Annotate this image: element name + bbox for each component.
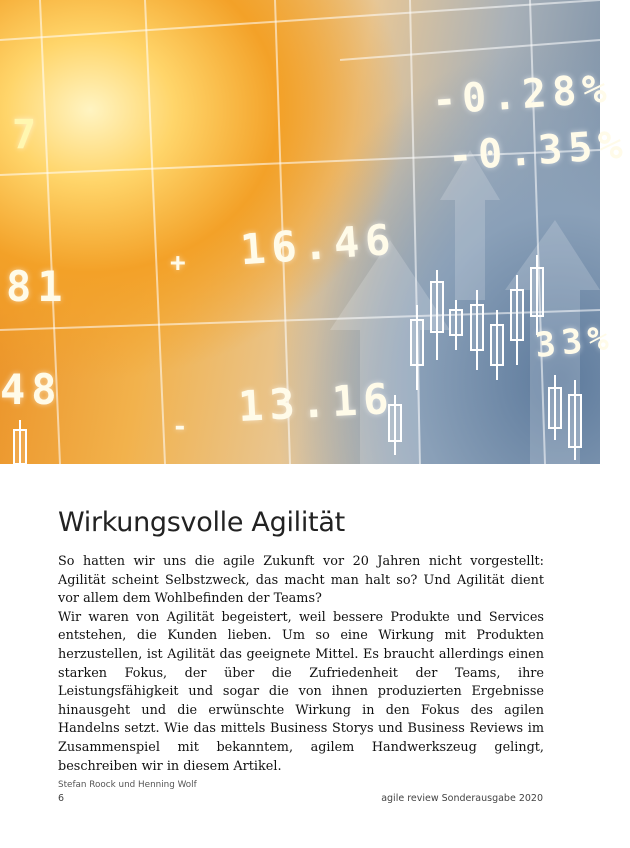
ticker-minus: -	[172, 412, 194, 442]
lead-paragraph-2: Wir waren von Agilität begeistert, weil bessere Produkte und Services entstehen, die Kunden lieben. Um so eine Wirkung mit Produkten herzustellen, ist Agilität das geeignete Mittel. Es braucht allerdings einen starken Fokus, der über die Zufriedenheit der Teams, ihre Leistungsfähigkeit und sogar die von ihnen produzierten Ergebnisse hinausgeht und die erwünschte Wirkung in den Fokus des agilen Handelns setzt. Wie das mittels Business Storys und Business Reviews im Zusammenspiel mit bekanntem, agilem Handwerkszeug gelingt, beschreiben wir in diesem Artikel.	[58, 609, 544, 774]
article-intro	[58, 505, 544, 790]
ticker-81: 81	[6, 262, 69, 311]
ticker-minus-035: -0.35%	[446, 121, 630, 181]
ticker-minus-028: -0.28%	[430, 65, 614, 125]
article-title: Wirkungsvolle Agilität	[58, 507, 345, 538]
lead-paragraph-1: So hatten wir uns die agile Zukunft vor 20 Jahren nicht vorgestellt: Agilität scheint Selbstzweck, das macht man halt so? Und Agilität dient vor allem dem Wohlbefinden der Teams?	[58, 554, 544, 607]
page-number: 6	[58, 793, 65, 804]
candlesticks	[14, 255, 581, 464]
publication-name: agile review Sonderausgabe 2020	[381, 793, 543, 804]
ticker-plus: +	[170, 248, 192, 278]
article-lead	[58, 553, 544, 776]
article-authors: Stefan Roock und Henning Wolf	[58, 780, 197, 791]
ticker-1646: 16.46	[238, 214, 398, 275]
ticker-1316: 13.16	[236, 373, 396, 432]
ticker-33-percent: 33%	[533, 317, 617, 367]
ticker-7: 7	[12, 112, 43, 158]
ticker-48: 48	[0, 365, 63, 414]
